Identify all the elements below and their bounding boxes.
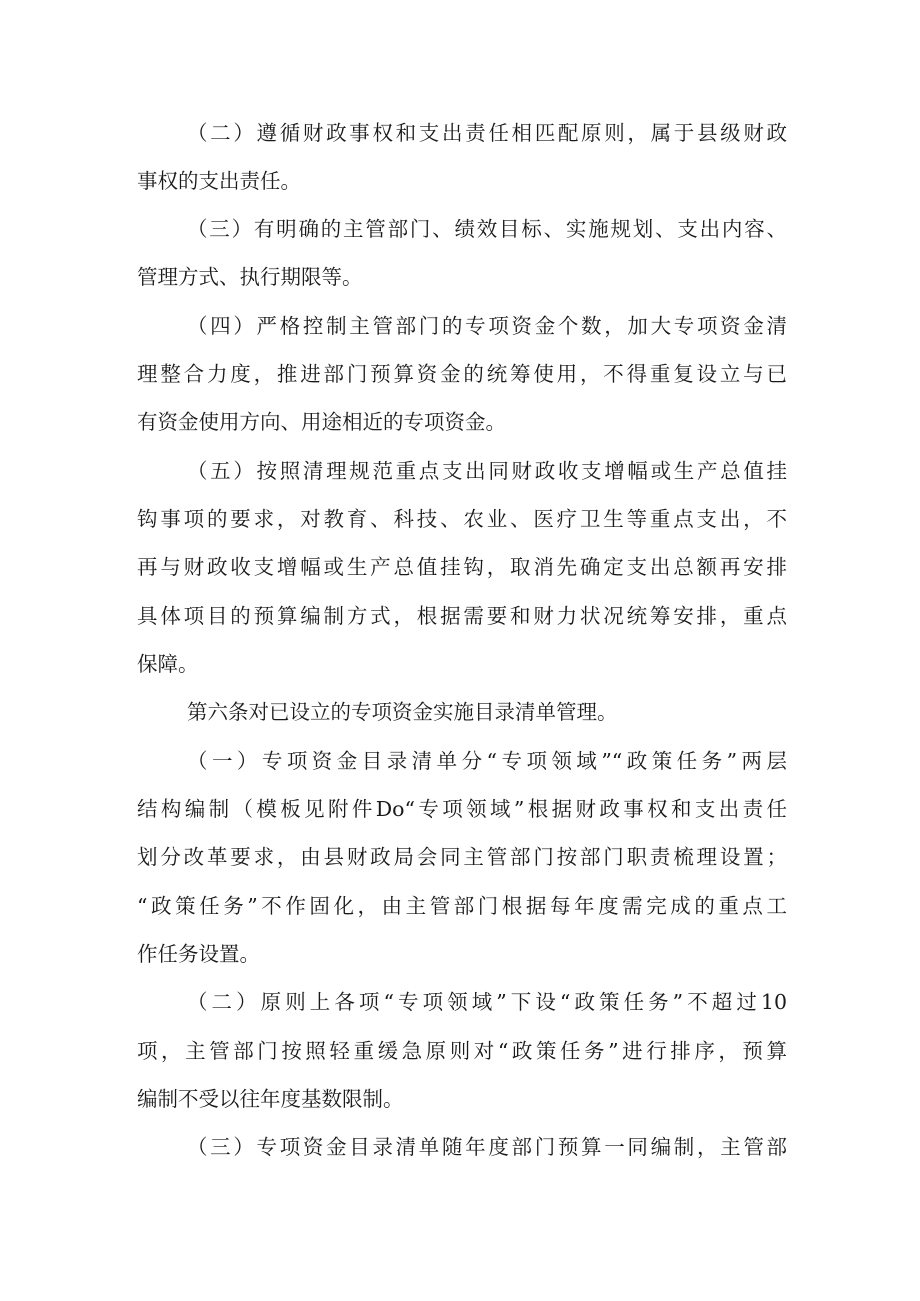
article-heading: 第六条对已设立的专项资金实施目录清单管理。 — [187, 700, 618, 724]
paragraph-line: 结构编制（模板见附件Do“专项领域”根据财政事权和支出责任 — [137, 797, 787, 821]
paragraph-line: （二）遵循财政事权和支出责任相匹配原则，属于县级财政 — [187, 121, 787, 145]
paragraph-line: （三）有明确的主管部门、绩效目标、实施规划、支出内容、 — [187, 217, 787, 241]
paragraph-line: 管理方式、执行期限等。 — [137, 265, 363, 289]
paragraph-line: 项，主管部门按照轻重缓急原则对“政策任务”进行排序，预算 — [137, 1039, 787, 1063]
paragraph-line: 再与财政收支增幅或生产总值挂钩，取消先确定支出总额再安排 — [137, 555, 787, 579]
paragraph-line: 保障。 — [137, 652, 199, 676]
paragraph-line: 作任务设置。 — [137, 942, 260, 966]
paragraph-line: （四）严格控制主管部门的专项资金个数，加大专项资金清 — [187, 314, 787, 338]
paragraph-line: 划分改革要求，由县财政局会同主管部门按部门职责梳理设置； — [137, 845, 787, 869]
paragraph-line: （三）专项资金目录清单随年度部门预算一同编制，主管部 — [187, 1135, 787, 1159]
paragraph-line: 钩事项的要求，对教育、科技、农业、医疗卫生等重点支出，不 — [137, 507, 787, 531]
paragraph-line: （五）按照清理规范重点支出同财政收支增幅或生产总值挂 — [187, 459, 787, 483]
paragraph-line: “政策任务”不作固化，由主管部门根据每年度需完成的重点工 — [137, 894, 787, 918]
paragraph-line: 编制不受以往年度基数限制。 — [137, 1087, 404, 1111]
paragraph-line: （二）原则上各项“专项领域”下设“政策任务”不超过10 — [187, 990, 787, 1014]
paragraph-line: 理整合力度，推进部门预算资金的统筹使用，不得重复设立与已 — [137, 362, 787, 386]
paragraph-line: 事权的支出责任。 — [137, 169, 301, 193]
paragraph-line: （一）专项资金目录清单分“专项领域”“政策任务”两层 — [187, 749, 787, 773]
paragraph-line: 有资金使用方向、用途相近的专项资金。 — [137, 410, 506, 434]
paragraph-line: 具体项目的预算编制方式，根据需要和财力状况统筹安排，重点 — [137, 604, 787, 628]
